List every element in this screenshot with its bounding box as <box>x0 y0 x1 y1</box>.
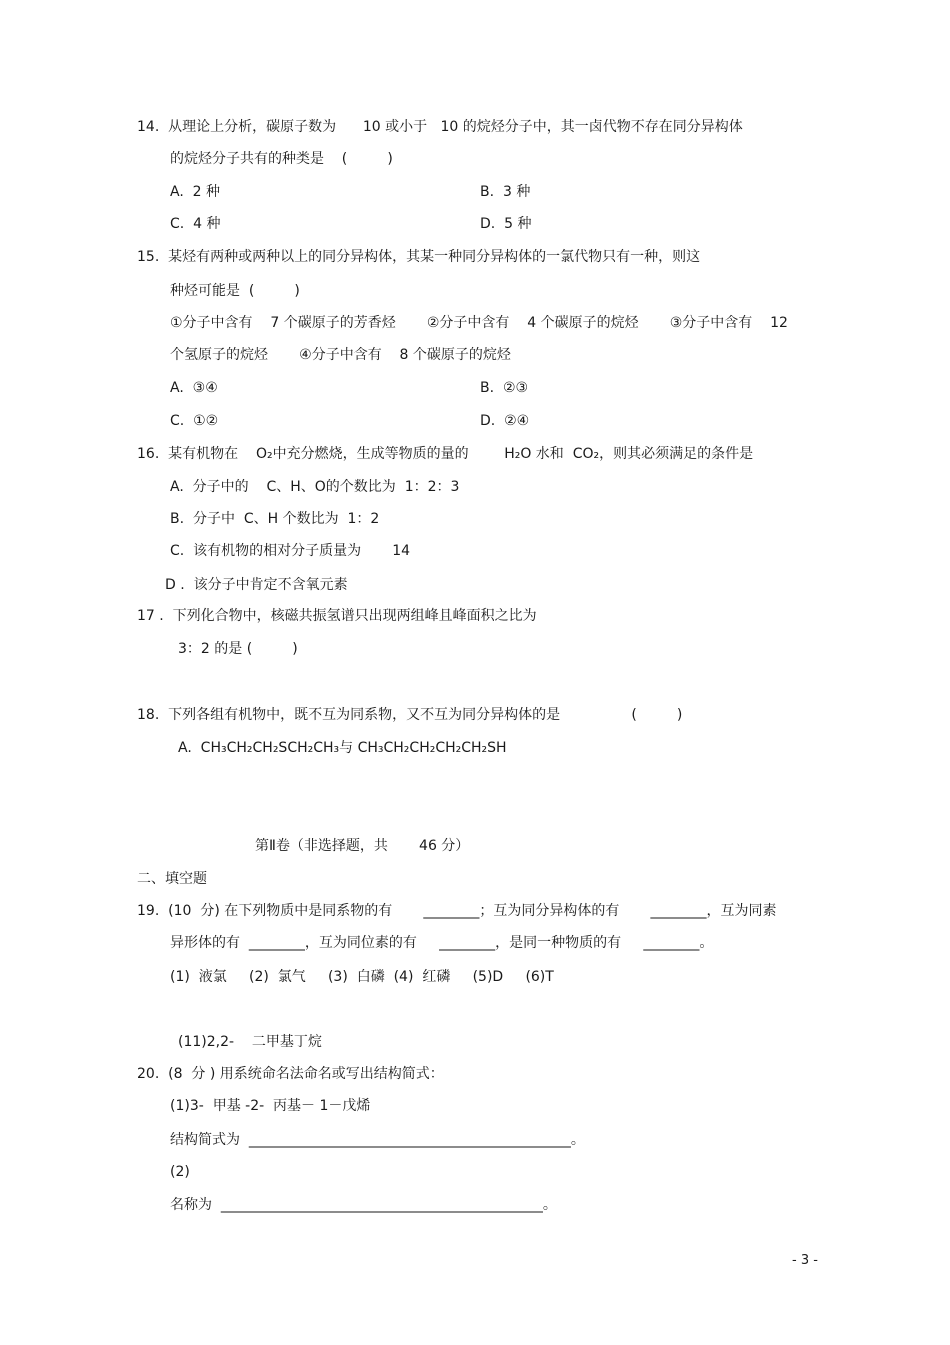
q20-part1: (1)3- 甲基 -2- 丙基－ 1－戊烯 <box>170 1098 371 1114</box>
q14-option-b: B. 3 种 <box>480 184 531 200</box>
q14-stem-line2: 的烷烃分子共有的种类是 ( ) <box>170 151 393 167</box>
q16-option-c: C. 该有机物的相对分子质量为 14 <box>170 543 411 559</box>
q17-stem-line1: 17 . 下列化合物中，核磁共振氢谱只出现两组峰且峰面积之比为 <box>137 608 537 624</box>
q16-option-b: B. 分子中 C、H 个数比为 1：2 <box>170 511 380 527</box>
q14-stem-line1: 14. 从理论上分析，碳原子数为 10 或小于 10 的烷烃分子中，其一卤代物不存在同分异构体 <box>137 119 743 135</box>
q15-option-d: D. ②④ <box>480 413 530 429</box>
q20-part1-answer: 结构简式为 ______________________________________________。 <box>170 1132 585 1148</box>
q15-option-a: A. ③④ <box>170 380 218 396</box>
section-subtitle: 二、填空题 <box>137 871 207 887</box>
page-number: - 3 - <box>792 1253 818 1268</box>
q18-stem: 18. 下列各组有机物中，既不互为同系物，又不互为同分异构体的是 ( ) <box>137 707 683 723</box>
q19-substances-line: (1) 液氯 (2) 氯气 (3) 白磷 (4) 红磷 (5)D (6)T <box>170 969 554 985</box>
section-title: 第Ⅱ卷（非选择题，共 46 分） <box>255 838 470 854</box>
q20-stem: 20. (8 分 ) 用系统命名法命名或写出结构简式： <box>137 1066 444 1082</box>
q18-option-a: A. CH₃CH₂CH₂SCH₂CH₃与 CH₃CH₂CH₂CH₂CH₂SH <box>178 740 507 756</box>
q15-option-b: B. ②③ <box>480 380 529 396</box>
q16-option-a: A. 分子中的 C、H、O的个数比为 1：2：3 <box>170 479 460 495</box>
q16-option-d: D . 该分子中肯定不含氧元素 <box>165 577 348 593</box>
q15-stem-line2: 种烃可能是 ( ) <box>170 283 300 299</box>
q14-option-c: C. 4 种 <box>170 216 221 232</box>
q15-items-line1: ①分子中含有 7 个碳原子的芳香烃 ②分子中含有 4 个碳原子的烷烃 ③分子中含有 12 <box>170 315 788 331</box>
q15-items-line2: 个氢原子的烷烃 ④分子中含有 8 个碳原子的烷烃 <box>170 347 511 363</box>
q20-part2-answer: 名称为 ______________________________________________。 <box>170 1197 557 1213</box>
q15-option-c: C. ①② <box>170 413 219 429</box>
q17-stem-line2: 3：2 的是 ( ) <box>178 641 298 657</box>
q20-part2: (2) <box>170 1164 190 1180</box>
q15-stem-line1: 15. 某烃有两种或两种以上的同分异构体，其某一种同分异构体的一氯代物只有一种，则这 <box>137 249 701 265</box>
q19-stem-line1: 19. (10 分) 在下列物质中是同系物的有 ________；互为同分异构体的有 ________，互为同素 <box>137 903 777 919</box>
q16-stem: 16. 某有机物在 O₂中充分燃烧，生成等物质的量的 H₂O 水和 CO₂，则其必须满足的条件是 <box>137 446 754 462</box>
q19-substance-11: (11)2,2- 二甲基丁烷 <box>178 1034 322 1050</box>
q19-stem-line2: 异形体的有 ________，互为同位素的有 ________，是同一种物质的有 ________。 <box>170 935 714 951</box>
q14-option-d: D. 5 种 <box>480 216 532 232</box>
q14-option-a: A. 2 种 <box>170 184 221 200</box>
